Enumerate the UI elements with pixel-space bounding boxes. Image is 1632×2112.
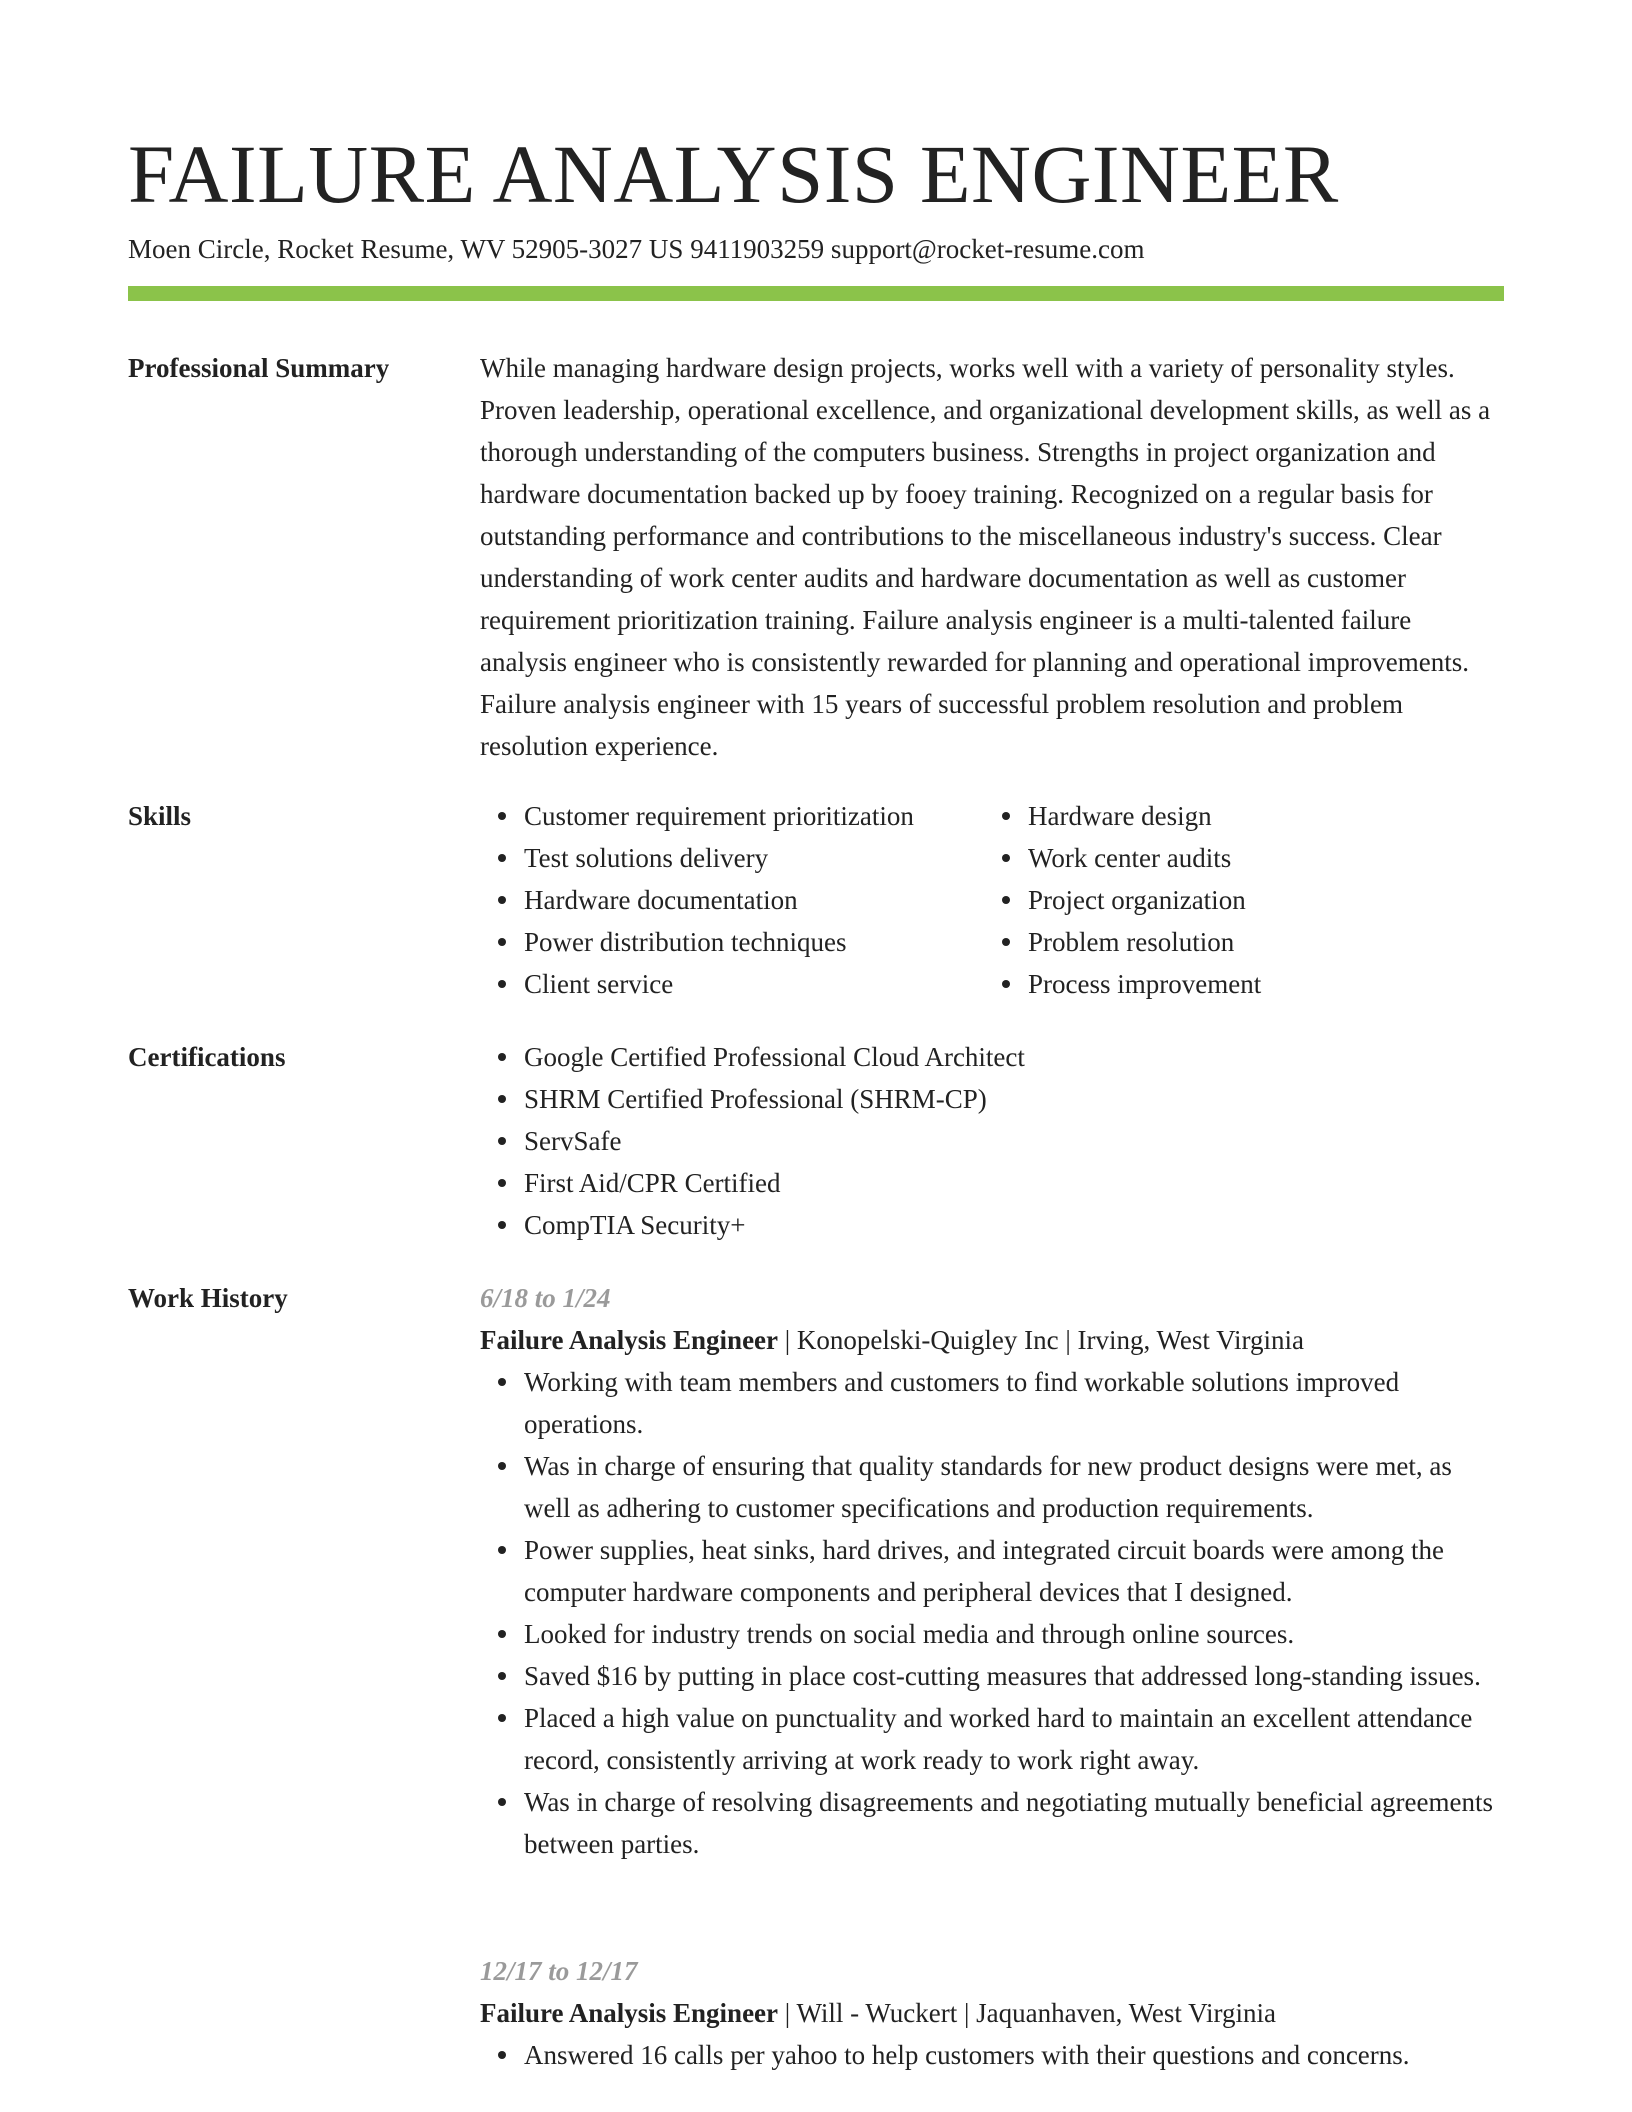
certification-item: ServSafe — [524, 1120, 1504, 1162]
job-bullets — [480, 2034, 1504, 2076]
certification-item: First Aid/CPR Certified — [524, 1162, 1504, 1204]
job-details: | Konopelski-Quigley Inc | Irving, West Virginia — [778, 1325, 1304, 1355]
summary-text: While managing hardware design projects, works well with a variety of personality styles. Proven leadership, operational excellence, and organizational development skills, as well as a thorough understanding of the computers business. Strengths in project organization and hardware documentation backed up by fooey training. Recognized on a regular basis for outstanding performance and contributions to the miscellaneous industry's success. Clear understanding of work center audits and hardware documentation as well as customer requirement prioritization training. Failure analysis engineer is a multi-talented failure analysis engineer who is consistently rewarded for planning and operational improvements. Failure analysis engineer with 15 years of successful problem resolution and problem resolution experience. — [480, 353, 1491, 761]
skills-body — [480, 795, 1504, 1005]
job-bullet: Saved $16 by putting in place cost-cutting measures that addressed long-standing issues. — [524, 1655, 1504, 1697]
skill-item: Work center audits — [1028, 837, 1488, 879]
job-heading — [480, 1319, 1504, 1361]
summary-body — [480, 347, 1504, 767]
job-bullet: Was in charge of ensuring that quality standards for new product designs were met, as well as adhering to customer specifications and production requirements. — [524, 1445, 1504, 1529]
job-bullet: Power supplies, heat sinks, hard drives, and integrated circuit boards were among the computer hardware components and peripheral devices that I designed. — [524, 1529, 1504, 1613]
skill-item: Power distribution techniques — [524, 921, 984, 963]
job-heading — [480, 1992, 1504, 2034]
skill-item: Problem resolution — [1028, 921, 1488, 963]
job-entry — [480, 1950, 1504, 2076]
job-title: Failure Analysis Engineer — [480, 1998, 779, 2028]
job-bullet: Was in charge of resolving disagreements and negotiating mutually beneficial agreements between parties. — [524, 1781, 1504, 1865]
job-bullet: Working with team members and customers to find workable solutions improved operations. — [524, 1361, 1504, 1445]
skill-item: Hardware documentation — [524, 879, 984, 921]
job-dates: 6/18 to 1/24 — [480, 1283, 611, 1313]
skill-item: Project organization — [1028, 879, 1488, 921]
job-bullets — [480, 1361, 1504, 1865]
skill-item: Test solutions delivery — [524, 837, 984, 879]
skills-column-right — [984, 795, 1488, 1005]
skills-heading: Skills — [128, 801, 192, 831]
resume-name-heading: FAILURE ANALYSIS ENGINEER — [128, 128, 1339, 220]
job-dates: 12/17 to 12/17 — [480, 1956, 638, 1986]
skills-column-left — [480, 795, 984, 1005]
job-bullet: Looked for industry trends on social media and through online sources. — [524, 1613, 1504, 1655]
job-details: | Will - Wuckert | Jaquanhaven, West Virginia — [778, 1998, 1277, 2028]
job-bullet: Answered 16 calls per yahoo to help customers with their questions and concerns. — [524, 2034, 1504, 2076]
job-bullet: Placed a high value on punctuality and worked hard to maintain an excellent attendance record, consistently arriving at work ready to work right away. — [524, 1697, 1504, 1781]
contact-line: Moen Circle, Rocket Resume, WV 52905-3027 US 9411903259 support@rocket-resume.com — [128, 234, 1145, 264]
certifications-body — [480, 1036, 1504, 1246]
skill-item: Process improvement — [1028, 963, 1488, 1005]
job-title: Failure Analysis Engineer — [480, 1325, 779, 1355]
work-history-heading: Work History — [128, 1283, 288, 1313]
work-history-body — [480, 1277, 1504, 2070]
skill-item: Customer requirement prioritization — [524, 795, 984, 837]
certifications-heading: Certifications — [128, 1042, 286, 1072]
header-accent-rule — [128, 286, 1504, 301]
skill-item: Hardware design — [1028, 795, 1488, 837]
certification-item: SHRM Certified Professional (SHRM-CP) — [524, 1078, 1504, 1120]
certification-item: Google Certified Professional Cloud Architect — [524, 1036, 1504, 1078]
summary-heading: Professional Summary — [128, 353, 390, 383]
certification-item: CompTIA Security+ — [524, 1204, 1504, 1246]
job-entry — [480, 1277, 1504, 1865]
skill-item: Client service — [524, 963, 984, 1005]
